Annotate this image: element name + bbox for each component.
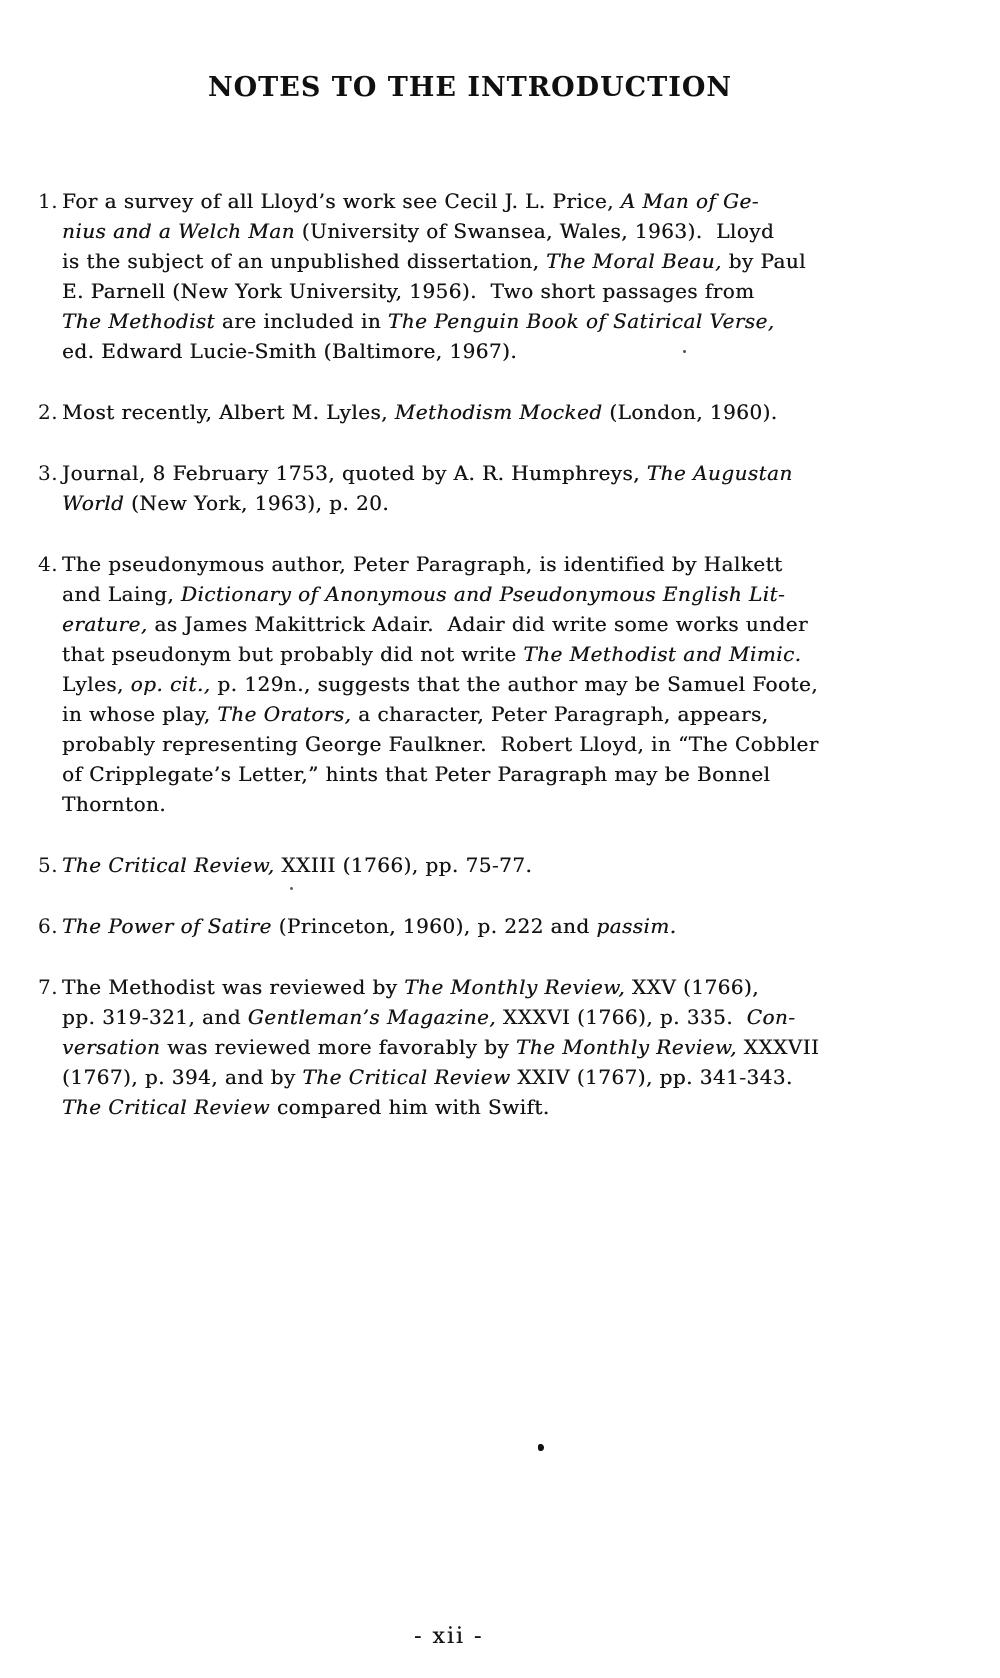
note-body <box>62 458 948 518</box>
page-title: NOTES TO THE INTRODUCTION <box>207 72 733 103</box>
note-item <box>38 911 948 941</box>
note-item <box>38 186 948 366</box>
note-line: is the subject of an unpublished dissertation, The Moral Beau, by Paul <box>62 249 806 273</box>
note-line: erature, as James Makittrick Adair. Adair did write some works under <box>62 612 808 636</box>
note-line: For a survey of all Lloyd’s work see Cecil J. L. Price, A Man of Ge- <box>62 189 759 213</box>
note-item <box>38 850 948 880</box>
note-line: (1767), p. 394, and by The Critical Review XXIV (1767), pp. 341-343. <box>62 1065 793 1089</box>
notes-list <box>38 186 948 1153</box>
note-line: E. Parnell (New York University, 1956). Two short passages from <box>62 279 755 303</box>
note-line: Most recently, Albert M. Lyles, Methodism Mocked (London, 1960). <box>62 400 778 424</box>
note-item <box>38 549 948 819</box>
note-line: ed. Edward Lucie-Smith (Baltimore, 1967). <box>62 339 518 363</box>
note-number: 2. <box>38 400 59 424</box>
note-body <box>62 850 948 880</box>
note-line: World (New York, 1963), p. 20. <box>62 491 390 515</box>
note-item <box>38 397 948 427</box>
note-line: pp. 319-321, and Gentleman’s Magazine, XXXVI (1766), p. 335. Con- <box>62 1005 796 1029</box>
note-line: The pseudonymous author, Peter Paragraph, is identified by Halkett <box>62 552 783 576</box>
page-number: - xii - <box>414 1624 484 1649</box>
note-item <box>38 458 948 518</box>
ink-speck <box>538 1444 544 1451</box>
note-body <box>62 186 948 366</box>
note-line: and Laing, Dictionary of Anonymous and Pseudonymous English Lit- <box>62 582 786 606</box>
note-line: The Methodist are included in The Penguin Book of Satirical Verse, <box>62 309 775 333</box>
note-number: 6. <box>38 914 59 938</box>
note-line: Journal, 8 February 1753, quoted by A. R. Humphreys, The Augustan <box>62 461 793 485</box>
note-line: versation was reviewed more favorably by The Monthly Review, XXXVII <box>62 1035 820 1059</box>
note-number: 1. <box>38 189 59 213</box>
note-body <box>62 549 948 819</box>
note-number: 4. <box>38 552 59 576</box>
note-line: The Critical Review compared him with Swift. <box>62 1095 550 1119</box>
note-body <box>62 397 948 427</box>
ink-speck <box>290 887 293 890</box>
note-line: The Power of Satire (Princeton, 1960), p. 222 and passim. <box>62 914 677 938</box>
note-line: in whose play, The Orators, a character, Peter Paragraph, appears, <box>62 702 769 726</box>
note-body <box>62 972 948 1122</box>
note-number: 7. <box>38 975 59 999</box>
note-line: The Critical Review, XXIII (1766), pp. 75-77. <box>62 853 533 877</box>
note-line: probably representing George Faulkner. Robert Lloyd, in “The Cobbler <box>62 732 819 756</box>
note-line: Thornton. <box>62 792 167 816</box>
note-line: The Methodist was reviewed by The Monthly Review, XXV (1766), <box>62 975 759 999</box>
note-line: Lyles, op. cit., p. 129n., suggests that the author may be Samuel Foote, <box>62 672 818 696</box>
note-line: of Cripplegate’s Letter,” hints that Peter Paragraph may be Bonnel <box>62 762 771 786</box>
note-line: nius and a Welch Man (University of Swansea, Wales, 1963). Lloyd <box>62 219 775 243</box>
note-number: 5. <box>38 853 59 877</box>
note-item <box>38 972 948 1122</box>
note-body <box>62 911 948 941</box>
ink-speck <box>683 350 686 353</box>
note-line: that pseudonym but probably did not write The Methodist and Mimic. <box>62 642 802 666</box>
note-number: 3. <box>38 461 59 485</box>
